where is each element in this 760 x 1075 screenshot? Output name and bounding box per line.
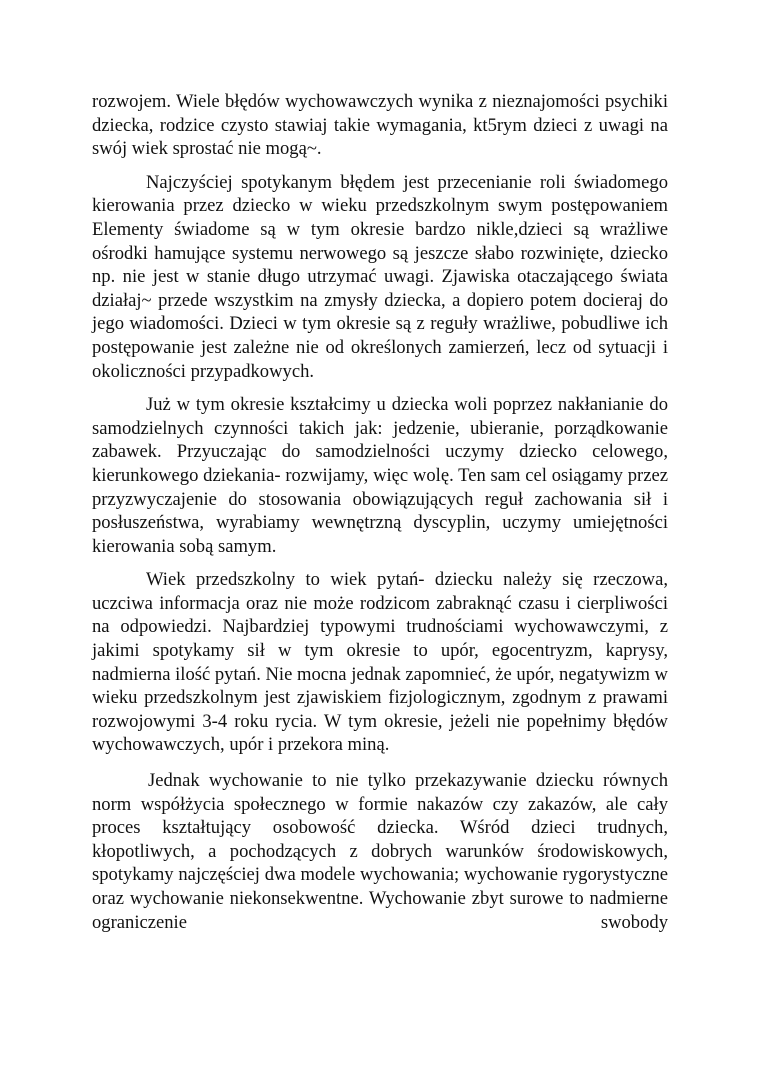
paragraph-2: Najczyściej spotykanym błędem jest przecenianie roli świadomego kierowania przez dziecko w wieku przedszkolnym swym postępowaniem Elementy świadome są w tym okresie bardzo nikle,dzieci są wrażliwe ośrodki hamujące systemu nerwowego są jeszcze słabo rozwinięte, dziecko np. nie jest w stanie długo utrzymać uwagi. Zjawiska otaczającego świata działaj~ przede wszystkim na zmysły dziecka, a dopiero potem docieraj do jego wiadomości. Dzieci w tym okresie są z reguły wrażliwe, pobudliwe ich postępowanie jest zależne nie od określonych zamierzeń, lecz od sytuacji i okoliczności przypadkowych. [92,171,668,382]
paragraph-4: Wiek przedszkolny to wiek pytań- dziecku należy się rzeczowa, uczciwa informacja oraz nie może rodzicom zabraknąć czasu i cierpliwości na odpowiedzi. Najbardziej typowymi trudnościami wychowawczymi, z jakimi spotykamy sił w tym okresie to upór, egocentryzm, kaprysy, nadmierna ilość pytań. Nie mocna jednak zapomnieć, że upór, negatywizm w wieku przedszkolnym jest zjawiskiem fizjologicznym, zgodnym z prawami rozwojowymi 3-4 roku rycia. W tym okresie, jeżeli nie popełnimy błędów wychowawczych, upór i przekora miną. [92,569,668,756]
paragraph-3: Już w tym okresie kształcimy u dziecka woli poprzez nakłanianie do samodzielnych czynności takich jak: jedzenie, ubieranie, porządkowanie zabawek. Przyuczając do samodzielności uczymy dziecko celowego, kierunkowego dziekania- rozwijamy, więc wolę. Ten sam cel osiągamy przez przyzwyczajenie do stosowania obowiązujących reguł zachowania sił i posłuszeństwa, wyrabiamy wewnętrzną dyscyplin, uczymy umiejętności kierowania sobą samym. [92,394,668,557]
paragraph-5: Jednak wychowanie to nie tylko przekazywanie dziecku równych norm współżycia społecznego w formie nakazów czy zakazów, ale cały proces kształtujący osobowość dziecka. Wśród dzieci trudnych, kłopotliwych, a pochodzących z dobrych warunków środowiskowych, spotykamy najczęściej dwa modele wychowania; wychowanie rygorystyczne oraz wychowanie niekonsekwentne. Wychowanie zbyt surowe to nadmierne ograniczenie swobody [92,770,668,933]
paragraph-1: rozwojem. Wiele błędów wychowawczych wynika z nieznajomości psychiki dziecka, rodzice czysto stawiaj takie wymagania, kt5rym dzieci z uwagi na swój wiek sprostać nie mogą~. [92,91,668,160]
document-page [92,90,668,944]
